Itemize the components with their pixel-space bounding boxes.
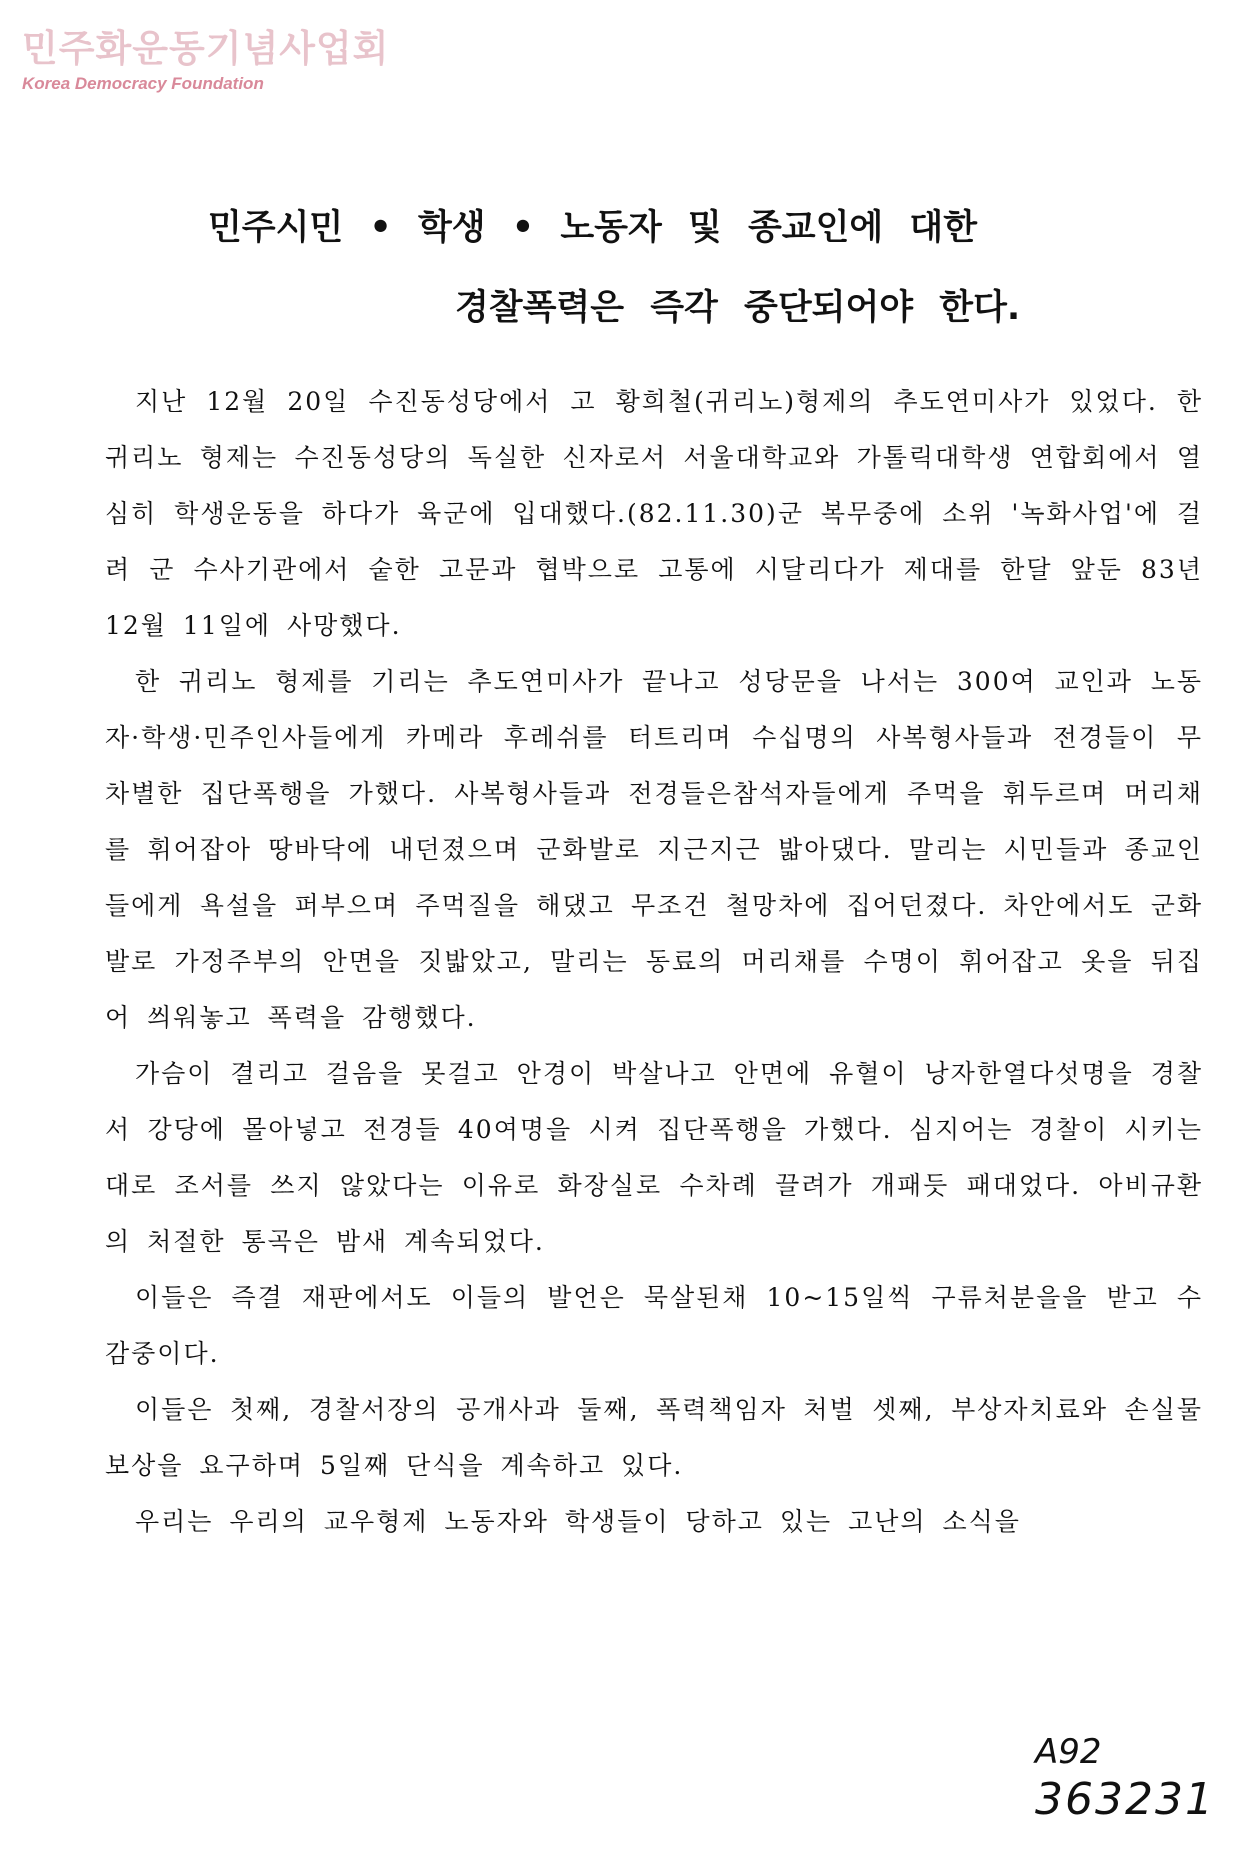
paragraph: 지난 12월 20일 수진동성당에서 고 황희철(귀리노)형제의 추도연미사가 있었다. 한 귀리노 형제는 수진동성당의 독실한 신자로서 서울대학교와 가톨릭대학생 연합회에서 열심히 학생운동을 하다가 육군에 입대했다.(82.11.30)군 복무중에 소위 '녹화사업'에 걸려 군 수사기관에서 숱한 고문과 협박으로 고통에 시달리다가 제대를 한달 앞둔 83년 12월 11일에 사망했다. (105, 387, 1203, 640)
watermark-logo (22, 18, 389, 94)
watermark-english: Korea Democracy Foundation (22, 74, 264, 93)
paragraph: 한 귀리노 형제를 기리는 추도연미사가 끝나고 성당문을 나서는 300여 교인과 노동자·학생·민주인사들에게 카메라 후레쉬를 터트리며 수십명의 사복형사들과 전경들이 무차별한 집단폭행을 가했다. 사복형사들과 전경들은참석자들에게 주먹을 휘두르며 머리채를 휘어잡아 땅바닥에 내던졌으며 군화발로 지근지근 밟아댔다. 말리는 시민들과 종교인들에게 욕설을 퍼부으며 주먹질을 해댔고 무조건 철망차에 집어던졌다. 차안에서도 군화발로 가정주부의 안면을 짓밟았고, 말리는 동료의 머리채를 수명이 휘어잡고 옷을 뒤집어 씌워놓고 폭력을 감행했다. (105, 667, 1203, 1032)
watermark-korean: 민주화운동기념사업회 (22, 27, 390, 70)
paragraph: 가슴이 결리고 걸음을 못걸고 안경이 박살나고 안면에 유혈이 낭자한열다섯명을 경찰서 강당에 몰아넣고 전경들 40여명을 시켜 집단폭행을 가했다. 심지어는 경찰이 시키는대로 조서를 쓰지 않았다는 이유로 화장실로 수차례 끌려가 개패듯 패대었다. 아비규환의 처절한 통곡은 밤새 계속되었다. (105, 1059, 1203, 1256)
paragraph: 우리는 우리의 교우형제 노동자와 학생들이 당하고 있는 고난의 소식을 (135, 1507, 1021, 1536)
annotation-line-1: A92 (1035, 1732, 1102, 1772)
handwritten-archive-number (1035, 1728, 1215, 1824)
document-body (105, 374, 1203, 1550)
document-title (0, 200, 1260, 330)
title-line-1: 민주시민 • 학생 • 노동자 및 종교인에 대한 (208, 208, 977, 248)
title-line-2: 경찰폭력은 즉각 중단되어야 한다. (455, 288, 1021, 328)
annotation-line-2: 363231 (1035, 1774, 1215, 1825)
paragraph: 이들은 즉결 재판에서도 이들의 발언은 묵살된채 10~15일씩 구류처분을을 받고 수감중이다. (105, 1283, 1203, 1368)
paragraph: 이들은 첫째, 경찰서장의 공개사과 둘째, 폭력책임자 처벌 셋째, 부상자치료와 손실물보상을 요구하며 5일째 단식을 계속하고 있다. (105, 1395, 1203, 1480)
